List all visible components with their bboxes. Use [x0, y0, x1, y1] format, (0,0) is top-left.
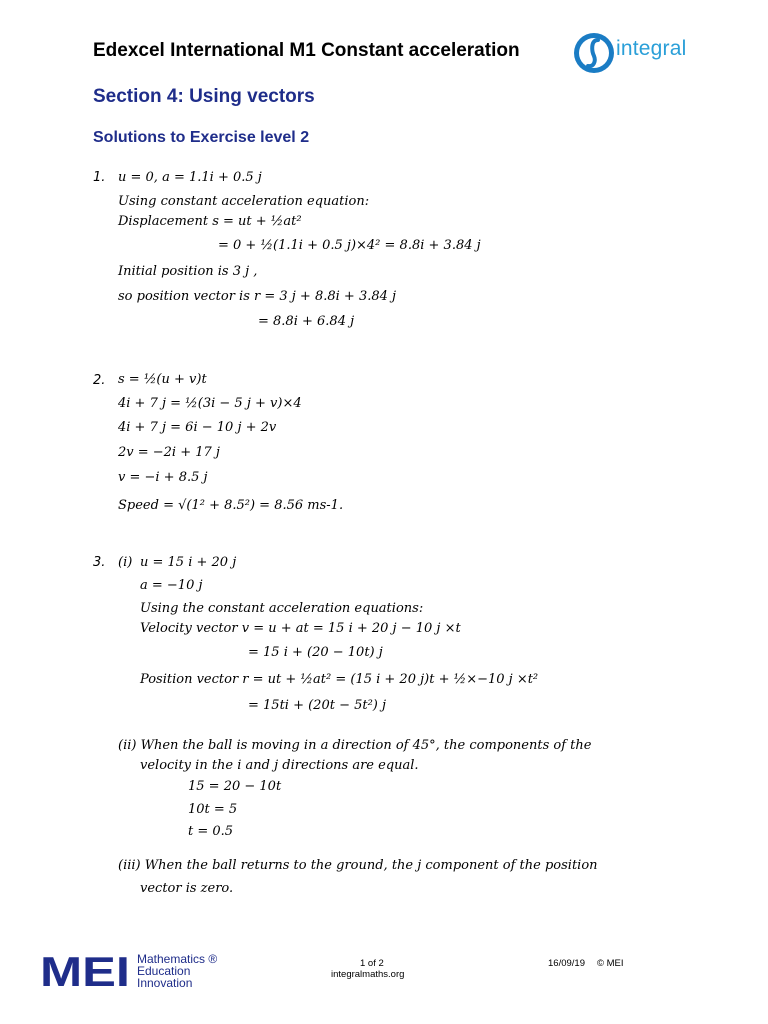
q1-line-6: so position vector is r = 3 j + 8.8i + 3.84 j [118, 289, 397, 304]
q3-line-6: Position vector r = ut + ½at² = (15 i + 20 j)t + ½×−10 j ×t² [140, 672, 539, 687]
mei-org-line-2: Education [137, 964, 191, 978]
mei-logo [40, 950, 132, 990]
q3-line-3: Using the constant acceleration equations: [140, 601, 424, 616]
mei-org-line-3: Innovation [137, 976, 193, 990]
q3-line-5: = 15 i + (20 − 10t) j [248, 645, 383, 660]
footer-copyright: © MEI [597, 958, 624, 969]
page-number: 1 of 2 [360, 958, 384, 969]
q1-line-2: Using constant acceleration equation: [118, 194, 370, 209]
q1-line-1: u = 0, a = 1.1i + 0.5 j [118, 170, 262, 185]
q1-line-5: Initial position is 3 j , [118, 264, 258, 279]
q3-part-iii-line-2: vector is zero. [140, 881, 234, 896]
q3-line-7: = 15ti + (20t − 5t²) j [248, 698, 387, 713]
document-title: Edexcel International M1 Constant acceleration [93, 40, 520, 61]
footer-website: integralmaths.org [331, 969, 405, 980]
q3-line-2: a = −10 j [140, 578, 203, 593]
mei-logo-mark [40, 950, 132, 990]
q2-line-6: Speed = √(1² + 8.5²) = 8.56 ms-1. [118, 498, 344, 513]
svg-text:MEI: MEI [40, 950, 130, 990]
q3-line-1: u = 15 i + 20 j [140, 555, 237, 570]
q2-line-1: s = ½(u + v)t [118, 372, 207, 387]
q3-part-ii-line-4: 10t = 5 [188, 802, 238, 817]
q1-line-4: = 0 + ½(1.1i + 0.5 j)×4² = 8.8i + 3.84 j [218, 238, 481, 253]
q3-part-ii-line-1: (ii) When the ball is moving in a direction of 45°, the components of the [118, 738, 592, 753]
section-subtitle: Solutions to Exercise level 2 [93, 129, 310, 146]
q2-line-3: 4i + 7 j = 6i − 10 j + 2v [118, 420, 277, 435]
q1-line-7: = 8.8i + 6.84 j [258, 314, 355, 329]
q2-line-5: v = −i + 8.5 j [118, 470, 208, 485]
section-title: Section 4: Using vectors [93, 86, 315, 107]
q3-part-i-label: (i) [118, 555, 133, 570]
q3-number: 3. [93, 555, 106, 570]
integral-logo-icon [572, 30, 618, 76]
q2-line-2: 4i + 7 j = ½(3i − 5 j + v)×4 [118, 396, 302, 411]
q3-part-ii-line-2: velocity in the i and j directions are equal. [140, 758, 419, 773]
footer-date: 16/09/19 [548, 958, 585, 969]
integral-brand-text: integral [616, 37, 687, 60]
q2-number: 2. [93, 373, 106, 388]
mei-org-line-1: Mathematics ® [137, 952, 218, 966]
q3-part-iii-line-1: (iii) When the ball returns to the ground, the j component of the position [118, 858, 598, 873]
q3-part-ii-line-5: t = 0.5 [188, 824, 234, 839]
q1-line-3: Displacement s = ut + ½at² [118, 214, 302, 229]
q1-number: 1. [93, 170, 106, 185]
q3-part-ii-line-3: 15 = 20 − 10t [188, 779, 282, 794]
q2-line-4: 2v = −2i + 17 j [118, 445, 220, 460]
q3-line-4: Velocity vector v = u + at = 15 i + 20 j − 10 j ×t [140, 621, 461, 636]
